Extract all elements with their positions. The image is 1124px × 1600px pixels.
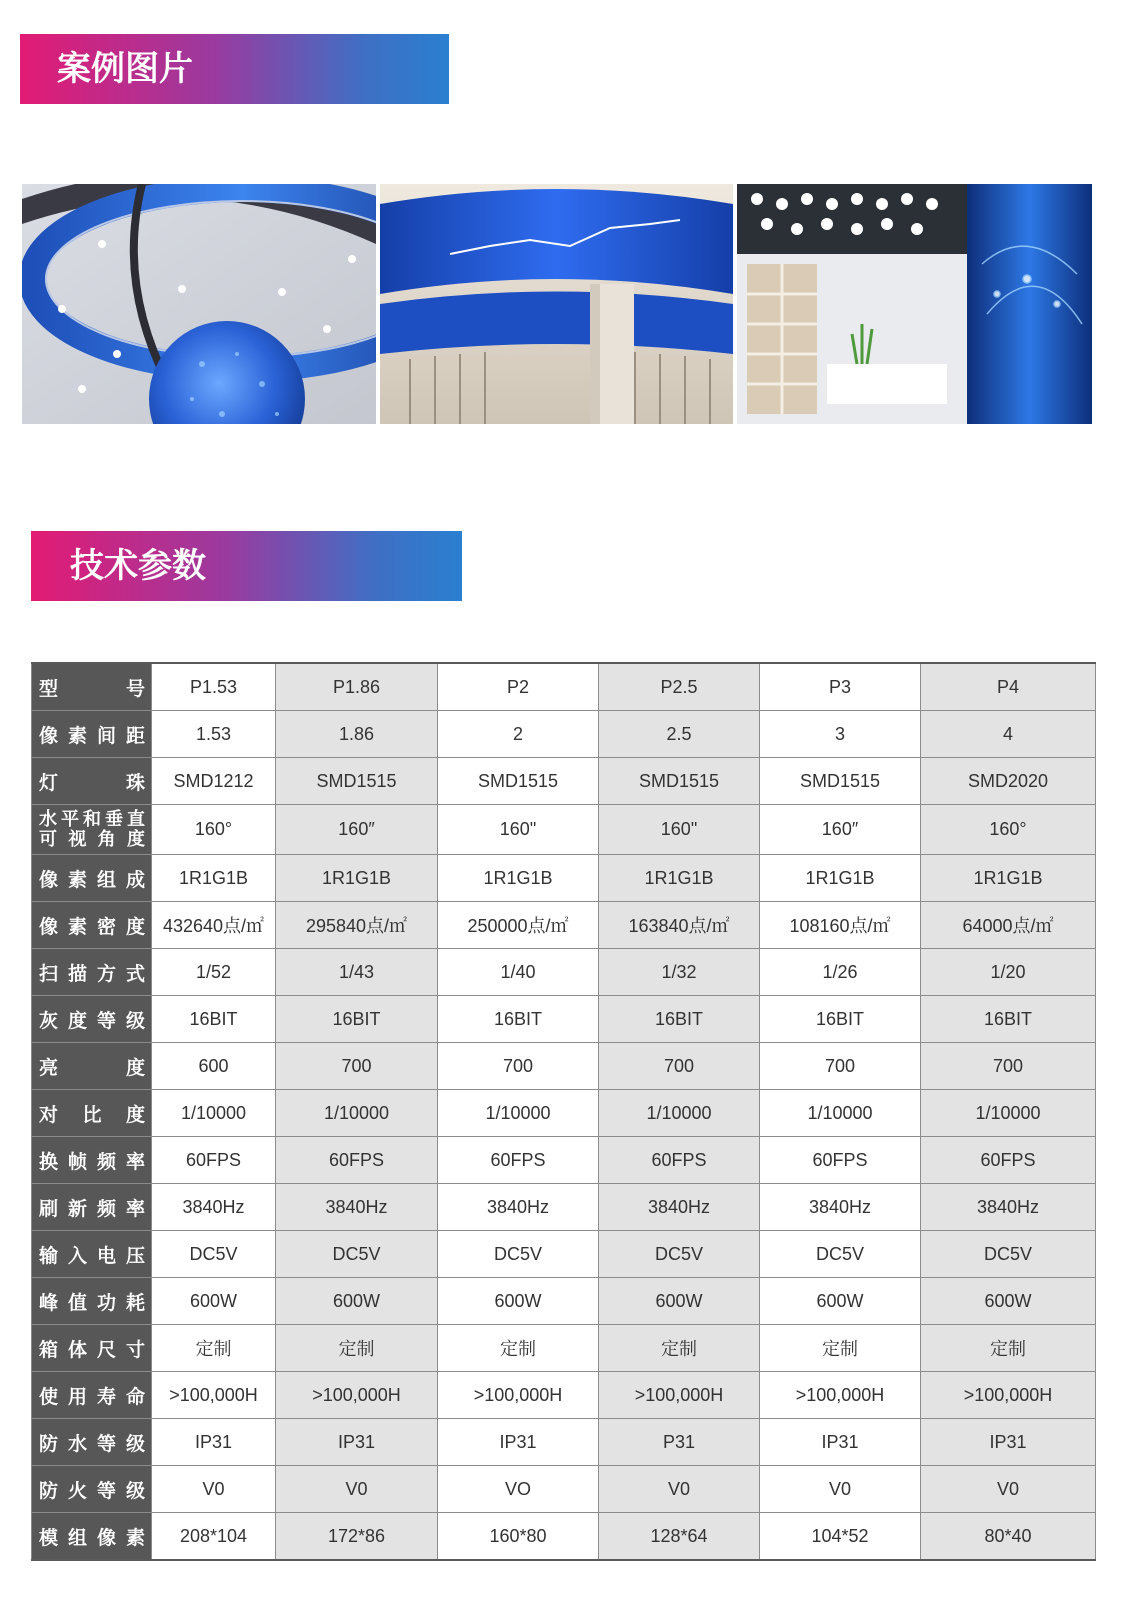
spec-label: 防水等级	[32, 1419, 152, 1466]
spec-row	[32, 1466, 1096, 1513]
spec-row	[32, 1090, 1096, 1137]
spec-value: 2	[438, 711, 599, 758]
spec-value: IP31	[152, 1419, 276, 1466]
spec-value: P2	[438, 663, 599, 711]
spec-value: P2.5	[599, 663, 760, 711]
spec-value: 600W	[152, 1278, 276, 1325]
spec-value: 172*86	[276, 1513, 438, 1561]
spec-value: 1/43	[276, 949, 438, 996]
spec-value: 600W	[760, 1278, 921, 1325]
spec-label: 防火等级	[32, 1466, 152, 1513]
spec-value: 定制	[152, 1325, 276, 1372]
spec-value: IP31	[438, 1419, 599, 1466]
spec-row	[32, 663, 1096, 711]
spec-value: 700	[599, 1043, 760, 1090]
case-photo-column-screen-showroom	[737, 184, 1092, 424]
spec-value: SMD2020	[921, 758, 1096, 805]
spec-value: 1/10000	[276, 1090, 438, 1137]
spec-value: 1/10000	[599, 1090, 760, 1137]
spec-value: 1R1G1B	[438, 855, 599, 902]
spec-value: DC5V	[760, 1231, 921, 1278]
spec-row	[32, 758, 1096, 805]
spec-value: 60FPS	[921, 1137, 1096, 1184]
spec-value: V0	[152, 1466, 276, 1513]
spec-row	[32, 1419, 1096, 1466]
spec-value: 3840Hz	[921, 1184, 1096, 1231]
spec-value: 1/20	[921, 949, 1096, 996]
section-title-cases: 案例图片	[57, 49, 193, 89]
spec-value: DC5V	[276, 1231, 438, 1278]
spec-value: 700	[438, 1043, 599, 1090]
spec-value: 1R1G1B	[760, 855, 921, 902]
spec-value: 16BIT	[921, 996, 1096, 1043]
spec-value: 定制	[599, 1325, 760, 1372]
spec-value: 1/26	[760, 949, 921, 996]
spec-value: 600W	[438, 1278, 599, 1325]
spec-value: 250000点/㎡	[438, 902, 599, 949]
spec-label: 换帧频率	[32, 1137, 152, 1184]
spec-label: 模组像素	[32, 1513, 152, 1561]
spec-row	[32, 1231, 1096, 1278]
spec-value: 4	[921, 711, 1096, 758]
section-title-specs: 技术参数	[70, 546, 206, 586]
spec-label: 灰度等级	[32, 996, 152, 1043]
spec-value: 1/10000	[760, 1090, 921, 1137]
spec-value: 60FPS	[276, 1137, 438, 1184]
spec-value: 700	[921, 1043, 1096, 1090]
spec-row	[32, 1043, 1096, 1090]
spec-value: 60FPS	[152, 1137, 276, 1184]
spec-value: DC5V	[599, 1231, 760, 1278]
spec-value: 1.86	[276, 711, 438, 758]
spec-value: 160°	[152, 805, 276, 855]
spec-value: 108160点/㎡	[760, 902, 921, 949]
spec-value: 3840Hz	[438, 1184, 599, 1231]
spec-value: P4	[921, 663, 1096, 711]
spec-row	[32, 711, 1096, 758]
spec-value: 1/10000	[152, 1090, 276, 1137]
spec-value: SMD1515	[599, 758, 760, 805]
spec-row	[32, 1513, 1096, 1561]
spec-value: 定制	[276, 1325, 438, 1372]
spec-label: 亮度	[32, 1043, 152, 1090]
spec-label: 像素间距	[32, 711, 152, 758]
spec-value: 128*64	[599, 1513, 760, 1561]
spec-value: 16BIT	[760, 996, 921, 1043]
spec-value: 208*104	[152, 1513, 276, 1561]
spec-value: 1R1G1B	[599, 855, 760, 902]
spec-value: 700	[760, 1043, 921, 1090]
spec-value: 60FPS	[599, 1137, 760, 1184]
spec-value: 3840Hz	[276, 1184, 438, 1231]
spec-row	[32, 805, 1096, 855]
spec-row	[32, 902, 1096, 949]
spec-value: SMD1515	[760, 758, 921, 805]
spec-value: 定制	[921, 1325, 1096, 1372]
spec-value: P31	[599, 1419, 760, 1466]
spec-value: SMD1212	[152, 758, 276, 805]
spec-label: 刷新频率	[32, 1184, 152, 1231]
spec-value: 1/10000	[438, 1090, 599, 1137]
spec-row	[32, 1372, 1096, 1419]
spec-value: 160″	[760, 805, 921, 855]
spec-value: DC5V	[152, 1231, 276, 1278]
spec-value: 432640点/㎡	[152, 902, 276, 949]
spec-value: 3840Hz	[152, 1184, 276, 1231]
spec-row	[32, 1325, 1096, 1372]
spec-value: 定制	[438, 1325, 599, 1372]
case-photo-stock-ring-display	[380, 184, 733, 424]
spec-label: 峰值功耗	[32, 1278, 152, 1325]
spec-value: 600	[152, 1043, 276, 1090]
spec-value: 80*40	[921, 1513, 1096, 1561]
spec-value: 1R1G1B	[152, 855, 276, 902]
spec-value: 64000点/㎡	[921, 902, 1096, 949]
spec-value: 16BIT	[599, 996, 760, 1043]
spec-value: 3840Hz	[599, 1184, 760, 1231]
spec-value: 16BIT	[276, 996, 438, 1043]
spec-value: P3	[760, 663, 921, 711]
spec-value: 1/32	[599, 949, 760, 996]
spec-value: 1/40	[438, 949, 599, 996]
spec-value: DC5V	[438, 1231, 599, 1278]
specs-table	[31, 662, 1096, 1561]
spec-label: 对比度	[32, 1090, 152, 1137]
spec-value: >100,000H	[152, 1372, 276, 1419]
spec-value: 1.53	[152, 711, 276, 758]
spec-value: 160°	[921, 805, 1096, 855]
spec-value: 600W	[276, 1278, 438, 1325]
spec-value: DC5V	[921, 1231, 1096, 1278]
spec-value: V0	[921, 1466, 1096, 1513]
spec-value: 600W	[921, 1278, 1096, 1325]
spec-value: >100,000H	[276, 1372, 438, 1419]
spec-value: 2.5	[599, 711, 760, 758]
spec-label: 输入电压	[32, 1231, 152, 1278]
section-banner-specs	[31, 531, 462, 601]
spec-value: 60FPS	[760, 1137, 921, 1184]
spec-value: 定制	[760, 1325, 921, 1372]
spec-value: >100,000H	[760, 1372, 921, 1419]
spec-value: >100,000H	[921, 1372, 1096, 1419]
spec-value: 160"	[438, 805, 599, 855]
spec-value: P1.86	[276, 663, 438, 711]
spec-value: 1/10000	[921, 1090, 1096, 1137]
case-photo-ring-screen-globe	[22, 184, 376, 424]
spec-row	[32, 1278, 1096, 1325]
spec-value: >100,000H	[599, 1372, 760, 1419]
spec-value: V0	[760, 1466, 921, 1513]
spec-value: 104*52	[760, 1513, 921, 1561]
spec-value: 160″	[276, 805, 438, 855]
spec-value: 700	[276, 1043, 438, 1090]
spec-value: V0	[599, 1466, 760, 1513]
spec-label: 水平和垂直可视角度	[32, 805, 152, 855]
spec-value: 16BIT	[152, 996, 276, 1043]
spec-row	[32, 996, 1096, 1043]
spec-value: 600W	[599, 1278, 760, 1325]
spec-value: SMD1515	[276, 758, 438, 805]
spec-value: 163840点/㎡	[599, 902, 760, 949]
spec-label: 像素密度	[32, 902, 152, 949]
spec-label: 型号	[32, 663, 152, 711]
spec-row	[32, 949, 1096, 996]
spec-value: 295840点/㎡	[276, 902, 438, 949]
spec-label: 像素组成	[32, 855, 152, 902]
spec-value: 3	[760, 711, 921, 758]
spec-label: 箱体尺寸	[32, 1325, 152, 1372]
spec-row	[32, 1184, 1096, 1231]
spec-value: IP31	[921, 1419, 1096, 1466]
spec-value: 1R1G1B	[921, 855, 1096, 902]
spec-value: SMD1515	[438, 758, 599, 805]
spec-value: 160"	[599, 805, 760, 855]
section-banner-cases	[20, 34, 449, 104]
spec-value: 160*80	[438, 1513, 599, 1561]
spec-value: IP31	[760, 1419, 921, 1466]
spec-label: 使用寿命	[32, 1372, 152, 1419]
spec-label: 灯珠	[32, 758, 152, 805]
spec-value: 1R1G1B	[276, 855, 438, 902]
spec-value: P1.53	[152, 663, 276, 711]
spec-value: >100,000H	[438, 1372, 599, 1419]
spec-value: 3840Hz	[760, 1184, 921, 1231]
spec-value: 60FPS	[438, 1137, 599, 1184]
spec-row	[32, 1137, 1096, 1184]
spec-value: V0	[276, 1466, 438, 1513]
spec-value: 16BIT	[438, 996, 599, 1043]
spec-label: 扫描方式	[32, 949, 152, 996]
spec-value: VO	[438, 1466, 599, 1513]
spec-value: 1/52	[152, 949, 276, 996]
spec-row	[32, 855, 1096, 902]
spec-value: IP31	[276, 1419, 438, 1466]
